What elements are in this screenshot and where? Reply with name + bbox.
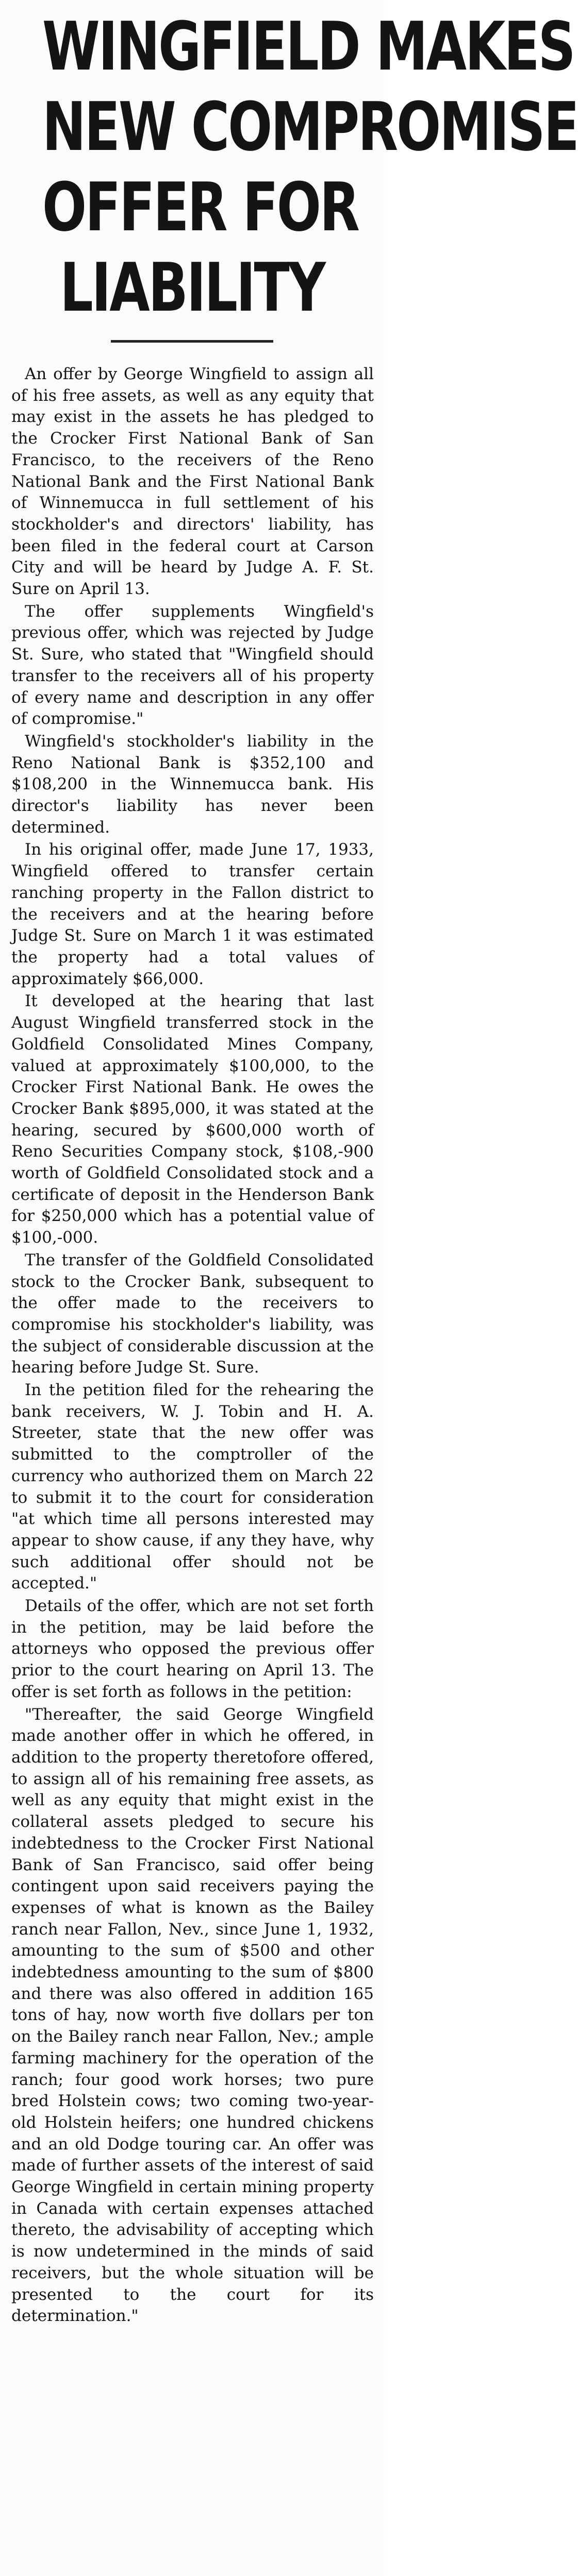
paragraph-7: In the petition filed for the rehearing the bank receivers, W. J. Tobin and H. A. Streeter, state that the new offer was submitted to the comptroller of the currency who authorized them on March 22 to submit it to the court for consideration "at which time all persons interested may appear to show cause, if any they have, why such additional offer should not be accepted.": [11, 1381, 374, 1593]
paragraph-1: An offer by George Wingfield to assign all of his free assets, as well as any equity that may exist in the assets he has pledged to the Crocker First National Bank of San Francisco, to the receivers of the Reno National Bank and the First National Bank of Winnemucca in full settlement of his stockholder's and directors' liability, has been filed in the federal court at Carson City and will be heard by Judge A. F. St. Sure on April 13.: [11, 365, 374, 599]
headline-line-4: LIABILITY: [60, 248, 324, 327]
paragraph-8: Details of the offer, which are not set forth in the petition, may be laid before the attorneys who opposed the previous offer prior to the court hearing on April 13. The offer is set forth as follows in the petition:: [11, 1597, 374, 1701]
paragraph-3: Wingfield's stockholder's liability in the Reno National Bank is $352,100 and $108,200 in the Winnemucca bank. His director's liability has never been determined.: [11, 732, 374, 837]
headline: [42, 6, 578, 328]
article-body: [11, 364, 374, 2328]
paragraph-5: It developed at the hearing that last August Wingfield transferred stock in the Goldfield Consolidated Mines Company, valued at approximately $100,000, to the Crocker First National Bank. He owes the Crocker Bank $895,000, it was stated at the hearing, secured by $600,000 worth of Reno Securities Company stock, $108,-900 worth of Goldfield Consolidated stock and a certificate of deposit in the Henderson Bank for $250,000 which has a potential value of $100,-000.: [11, 992, 374, 1247]
headline-line-1: WINGFIELD MAKES: [42, 7, 574, 86]
paragraph-6: The transfer of the Goldfield Consolidated stock to the Crocker Bank, subsequent to the offer made to the receivers to compromise his stockholder's liability, was the subject of considerable discussion at the hearing before Judge St. Sure.: [11, 1250, 374, 1377]
paragraph-4: In his original offer, made June 17, 1933, Wingfield offered to transfer certain ranching property in the Fallon district to the receivers and at the hearing before Judge St. Sure on March 1 it was estimated the property had a total values of approximately $66,000.: [11, 840, 374, 988]
headline-divider: [111, 340, 273, 343]
headline-line-3: OFFER FOR: [42, 168, 358, 246]
paragraph-2: The offer supplements Wingfield's previous offer, which was rejected by Judge St. Sure, who stated that "Wingfield should transfer to the receivers all of his property of every name and description in any offer of compromise.": [11, 602, 374, 728]
paragraph-9: "Thereafter, the said George Wingfield made another offer in which he offered, in addition to the property theretofore offered, to assign all of his remaining free assets, as well as any equity that might exist in the collateral assets pledged to secure his indebtedness to the Crocker First National Bank of San Francisco, said offer being contingent upon said receivers paying the expenses of what is known as the Bailey ranch near Fallon, Nev., since June 1, 1932, amounting to the sum of $500 and other indebtedness amounting to the sum of $800 and there was also offered in addition 165 tons of hay, now worth five dollars per ton on the Bailey ranch near Fallon, Nev.; ample farming machinery for the operation of the ranch; four good work horses; two pure bred Holstein cows; two coming two-year-old Holstein heifers; one hundred chickens and an old Dodge touring car. An offer was made of further assets of the interest of said George Wingfield in certain mining property in Canada with certain expenses attached thereto, the advisability of accepting which is now undetermined in the minds of said receivers, but the whole situation will be presented to the court for its determination.": [11, 1705, 374, 2326]
headline-line-2: NEW COMPROMISE: [42, 88, 578, 166]
